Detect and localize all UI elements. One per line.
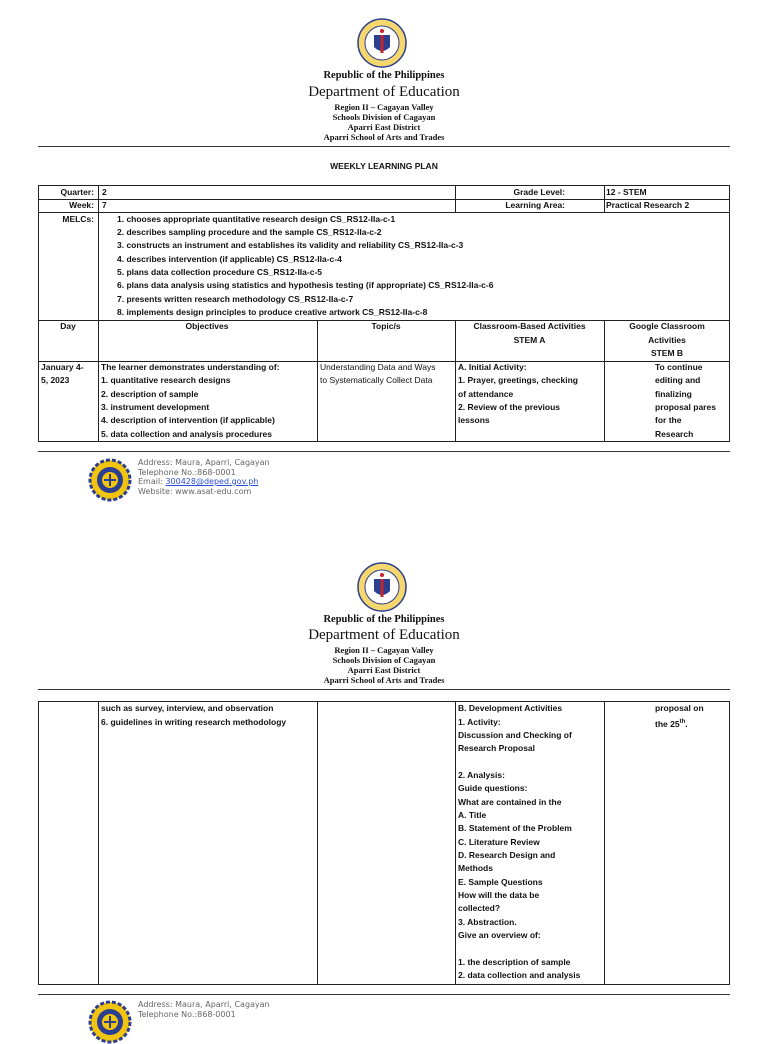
topic-line: Understanding Data and Ways <box>320 362 436 372</box>
melc-item: 3. constructs an instrument and establishes its validity and reliability CS_RS12-IIa-c-3 <box>117 240 464 250</box>
day-value: January 4- <box>41 362 84 372</box>
area-label: Learning Area: <box>505 200 565 210</box>
topic-line-2: to Systematically Collect Data <box>320 375 433 385</box>
footer-email-link[interactable]: 300428@deped.gov.ph <box>165 477 259 486</box>
melc-item: 2. describes sampling procedure and the sample CS_RS12-IIa-c-2 <box>117 227 382 237</box>
google-line: Research <box>655 429 694 439</box>
activity-line: lessons <box>458 415 490 425</box>
melc-item: 5. plans data collection procedure CS_RS12-IIa-c-5 <box>117 267 323 277</box>
week-value: 7 <box>102 200 107 210</box>
activity-line: Research Proposal <box>458 743 536 753</box>
melcs-label: MELCs: <box>62 214 94 224</box>
melc-item: 6. plans data analysis using statistics and hypothesis testing (if appropriate) CS_RS12-IIa-c-6 <box>117 280 494 290</box>
activity-line: Discussion and Checking of <box>458 730 572 740</box>
activity-line: 2. Review of the previous <box>458 402 561 412</box>
google-line: To continue <box>655 362 703 372</box>
day-value-2: 5, 2023 <box>41 375 70 385</box>
footer-telephone: Telephone No.:868-0001 <box>138 467 236 477</box>
col-day: Day <box>60 321 76 331</box>
activity-line: Give an overview of: <box>458 930 541 940</box>
col-google-2: Activities <box>648 335 686 345</box>
activity-line: D. Research Design and <box>458 850 556 860</box>
col-google-section: STEM B <box>650 348 684 358</box>
activity-line: Guide questions: <box>458 783 528 793</box>
district-line: Aparri East District <box>347 122 421 132</box>
activity-line: B. Statement of the Problem <box>458 823 572 833</box>
google-date-period: . <box>685 718 688 729</box>
quarter-value: 2 <box>102 187 107 197</box>
activity-line: 1. the description of sample <box>458 957 571 967</box>
activity-line: 2. data collection and analysis <box>458 970 581 980</box>
activity-line: of attendance <box>458 389 514 399</box>
plan-title: WEEKLY LEARNING PLAN <box>330 161 438 171</box>
col-objectives: Objectives <box>185 321 229 331</box>
grade-label: Grade Level: <box>513 187 565 197</box>
footer-divider <box>38 994 730 995</box>
deped-seal-icon <box>357 562 407 612</box>
week-label: Week: <box>69 200 94 210</box>
google-line-2 <box>655 716 688 731</box>
activity-line: E. Sample Questions <box>458 877 543 887</box>
school-line: Aparri School of Arts and Trades <box>323 132 445 142</box>
google-line: finalizing <box>655 389 692 399</box>
melc-item: 1. chooses appropriate quantitative research design CS_RS12-IIa-c-1 <box>117 214 396 224</box>
objective-line: The learner demonstrates understanding of: <box>101 362 280 372</box>
region-line: Region II – Cagayan Valley <box>334 645 434 655</box>
plan-table-continued <box>38 701 730 985</box>
activity-line: A. Initial Activity: <box>458 362 527 372</box>
region-line: Region II – Cagayan Valley <box>334 102 434 112</box>
footer-telephone: Telephone No.:868-0001 <box>138 1009 236 1019</box>
col-topics: Topic/s <box>371 321 401 331</box>
objective-line: 2. description of sample <box>101 389 199 399</box>
school-line: Aparri School of Arts and Trades <box>323 675 445 685</box>
google-line: proposal pares <box>655 402 716 412</box>
col-classroom: Classroom-Based Activities <box>473 321 586 331</box>
objective-line: 5. data collection and analysis procedures <box>101 429 273 439</box>
google-line: proposal on <box>655 703 704 713</box>
activity-line: What are contained in the <box>458 797 562 807</box>
col-google: Google Classroom <box>629 321 705 331</box>
google-date: the 25 <box>655 718 680 729</box>
google-line: for the <box>655 415 682 425</box>
republic-line: Republic of the Philippines <box>323 70 445 81</box>
activity-line: A. Title <box>458 810 487 820</box>
activity-line: C. Literature Review <box>458 837 540 847</box>
activity-line: Methods <box>458 863 493 873</box>
footer-address: Address: Maura, Aparri, Cagayan <box>138 1000 270 1009</box>
division-line: Schools Division of Cagayan <box>332 655 436 665</box>
footer-email-label: Email: <box>138 477 166 486</box>
header-divider <box>38 689 730 690</box>
activity-line: B. Development Activities <box>458 703 563 713</box>
grade-value: 12 - STEM <box>606 187 647 197</box>
area-value: Practical Research 2 <box>606 200 690 210</box>
division-line: Schools Division of Cagayan <box>332 112 436 122</box>
school-gear-logo-icon <box>88 1000 132 1044</box>
footer-contact <box>138 1000 270 1019</box>
google-date-suffix: th <box>679 719 686 725</box>
activity-line: 1. Activity: <box>458 717 501 727</box>
melc-item: 4. describes intervention (if applicable) CS_RS12-IIa-c-4 <box>117 254 342 264</box>
district-line: Aparri East District <box>347 665 421 675</box>
activity-line: collected? <box>458 903 501 913</box>
republic-line: Republic of the Philippines <box>323 614 445 625</box>
objective-line: 1. quantitative research designs <box>101 375 231 385</box>
col-classroom-section: STEM A <box>513 335 546 345</box>
objective-line: 6. guidelines in writing research methodology <box>101 717 287 727</box>
footer-address: Address: Maura, Aparri, Cagayan <box>138 458 270 467</box>
objective-line: 3. instrument development <box>101 402 210 412</box>
department-title: Department of Education <box>308 627 460 643</box>
activity-line: 1. Prayer, greetings, checking <box>458 375 579 385</box>
footer-website: Website: www.asat-edu.com <box>138 486 252 496</box>
quarter-label: Quarter: <box>60 187 94 197</box>
objective-line: 4. description of intervention (if applicable) <box>101 415 275 425</box>
activity-line: 3. Abstraction. <box>458 917 517 927</box>
melc-item: 7. presents written research methodology CS_RS12-IIa-c-7 <box>117 294 354 304</box>
google-line: editing and <box>655 375 701 385</box>
department-title: Department of Education <box>308 84 460 100</box>
activity-line: 2. Analysis: <box>458 770 505 780</box>
activity-line: How will the data be <box>458 890 540 900</box>
objective-line: such as survey, interview, and observation <box>101 703 274 713</box>
melc-item: 8. implements design principles to produce creative artwork CS_RS12-IIa-c-8 <box>117 307 428 317</box>
